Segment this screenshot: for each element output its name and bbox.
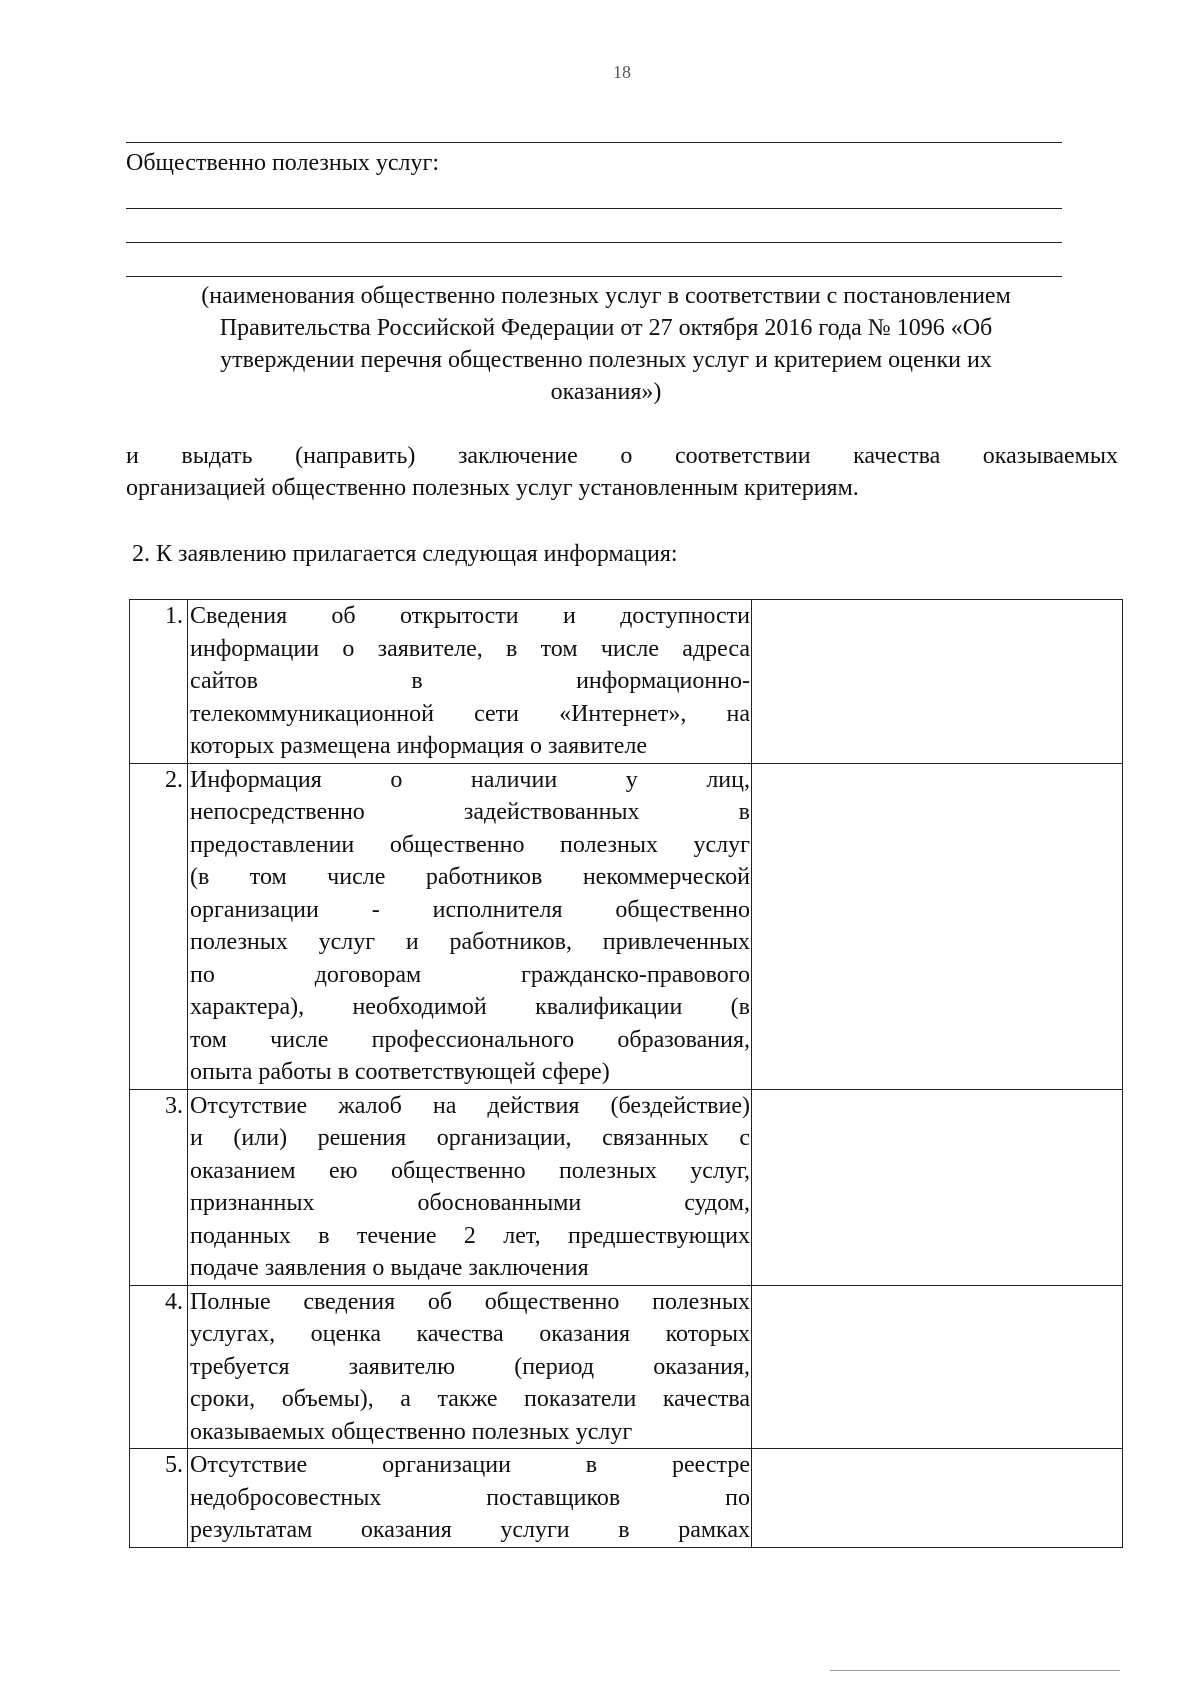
description-line: информации о заявителе, в том числе адреса xyxy=(190,635,750,662)
description-line: результатам оказания услуги в рамках xyxy=(190,1517,750,1543)
description-line: услугах, оценка качества оказания которых xyxy=(190,1321,750,1347)
description-line: Информация о наличии у лиц, xyxy=(190,766,750,793)
attachment-heading: 2. К заявлению прилагается следующая информация: xyxy=(132,541,678,567)
description-line: поданных в течение 2 лет, предшествующих xyxy=(190,1222,750,1249)
footer-rule xyxy=(830,1670,1120,1671)
table-row xyxy=(130,600,1123,764)
description-line: предоставлении общественно полезных услуг xyxy=(190,831,750,858)
description-line: сайтов в информационно- xyxy=(190,668,750,694)
blank-rule-3 xyxy=(126,276,1062,277)
description-line: по договорам гражданско-правового xyxy=(190,961,750,988)
description-line: Отсутствие жалоб на действия (бездействие) xyxy=(190,1092,750,1119)
row-number: 1. xyxy=(130,600,188,764)
page-number: 18 xyxy=(613,62,631,82)
row-description xyxy=(188,1449,752,1548)
description-line: полезных услуг и работников, привлеченных xyxy=(190,929,750,955)
row-value-cell[interactable] xyxy=(752,1285,1123,1449)
row-value-cell[interactable] xyxy=(752,600,1123,764)
note-line: утверждении перечня общественно полезных услуг и критерием оценки их xyxy=(220,347,992,373)
row-number: 4. xyxy=(130,1285,188,1449)
paragraph-line: и выдать (направить) заключение о соответствии качества оказываемых xyxy=(126,443,1118,469)
description-line: которых размещена информация о заявителе xyxy=(190,733,648,759)
description-line: сроки, объемы), а также показатели качества xyxy=(190,1386,750,1412)
description-line: Отсутствие организации в реестре xyxy=(190,1452,750,1478)
services-label: Общественно полезных услуг: xyxy=(126,150,439,176)
row-number: 5. xyxy=(130,1449,188,1548)
note-line: Правительства Российской Федерации от 27 октября 2016 года № 1096 «Об xyxy=(219,315,993,341)
table-row xyxy=(130,1449,1123,1548)
note-line: (наименования общественно полезных услуг в соответствии с постановлением xyxy=(201,283,1011,309)
row-description xyxy=(188,1285,752,1449)
description-line: требуется заявителю (период оказания, xyxy=(190,1353,750,1380)
description-line: телекоммуникационной сети «Интернет», на xyxy=(190,700,750,727)
table-row xyxy=(130,1285,1123,1449)
description-line: организации - исполнителя общественно xyxy=(190,896,750,923)
row-number: 2. xyxy=(130,763,188,1089)
blank-rule-2 xyxy=(126,242,1062,243)
row-description xyxy=(188,600,752,764)
description-line: характера), необходимой квалификации (в xyxy=(190,994,750,1020)
services-note xyxy=(126,280,1086,408)
description-line: опыта работы в соответствующей сфере) xyxy=(190,1059,610,1085)
description-line: оказываемых общественно полезных услуг xyxy=(190,1418,633,1445)
row-value-cell[interactable] xyxy=(752,763,1123,1089)
description-line: и (или) решения организации, связанных с xyxy=(190,1125,750,1151)
row-description xyxy=(188,1089,752,1285)
conclusion-paragraph xyxy=(126,440,1118,504)
paragraph-line: организацией общественно полезных услуг установленным критериям. xyxy=(126,475,859,501)
blank-rule-top xyxy=(126,142,1062,143)
description-line: недобросовестных поставщиков по xyxy=(190,1484,750,1511)
table-row xyxy=(130,1089,1123,1285)
description-line: том числе профессионального образования, xyxy=(190,1026,750,1053)
table-row xyxy=(130,763,1123,1089)
attachment-table-body xyxy=(130,600,1123,1548)
description-line: (в том числе работников некоммерческой xyxy=(190,864,750,890)
blank-rule-1 xyxy=(126,208,1062,209)
description-line: Сведения об открытости и доступности xyxy=(190,603,750,629)
description-line: Полные сведения об общественно полезных xyxy=(190,1288,750,1315)
row-value-cell[interactable] xyxy=(752,1449,1123,1548)
description-line: оказанием ею общественно полезных услуг, xyxy=(190,1157,750,1184)
row-description xyxy=(188,763,752,1089)
description-line: подаче заявления о выдаче заключения xyxy=(190,1255,589,1281)
row-number: 3. xyxy=(130,1089,188,1285)
attachment-table xyxy=(129,599,1123,1548)
description-line: признанных обоснованными судом, xyxy=(190,1190,750,1216)
row-value-cell[interactable] xyxy=(752,1089,1123,1285)
note-line: оказания») xyxy=(550,379,662,405)
description-line: непосредственно задействованных в xyxy=(190,799,750,825)
